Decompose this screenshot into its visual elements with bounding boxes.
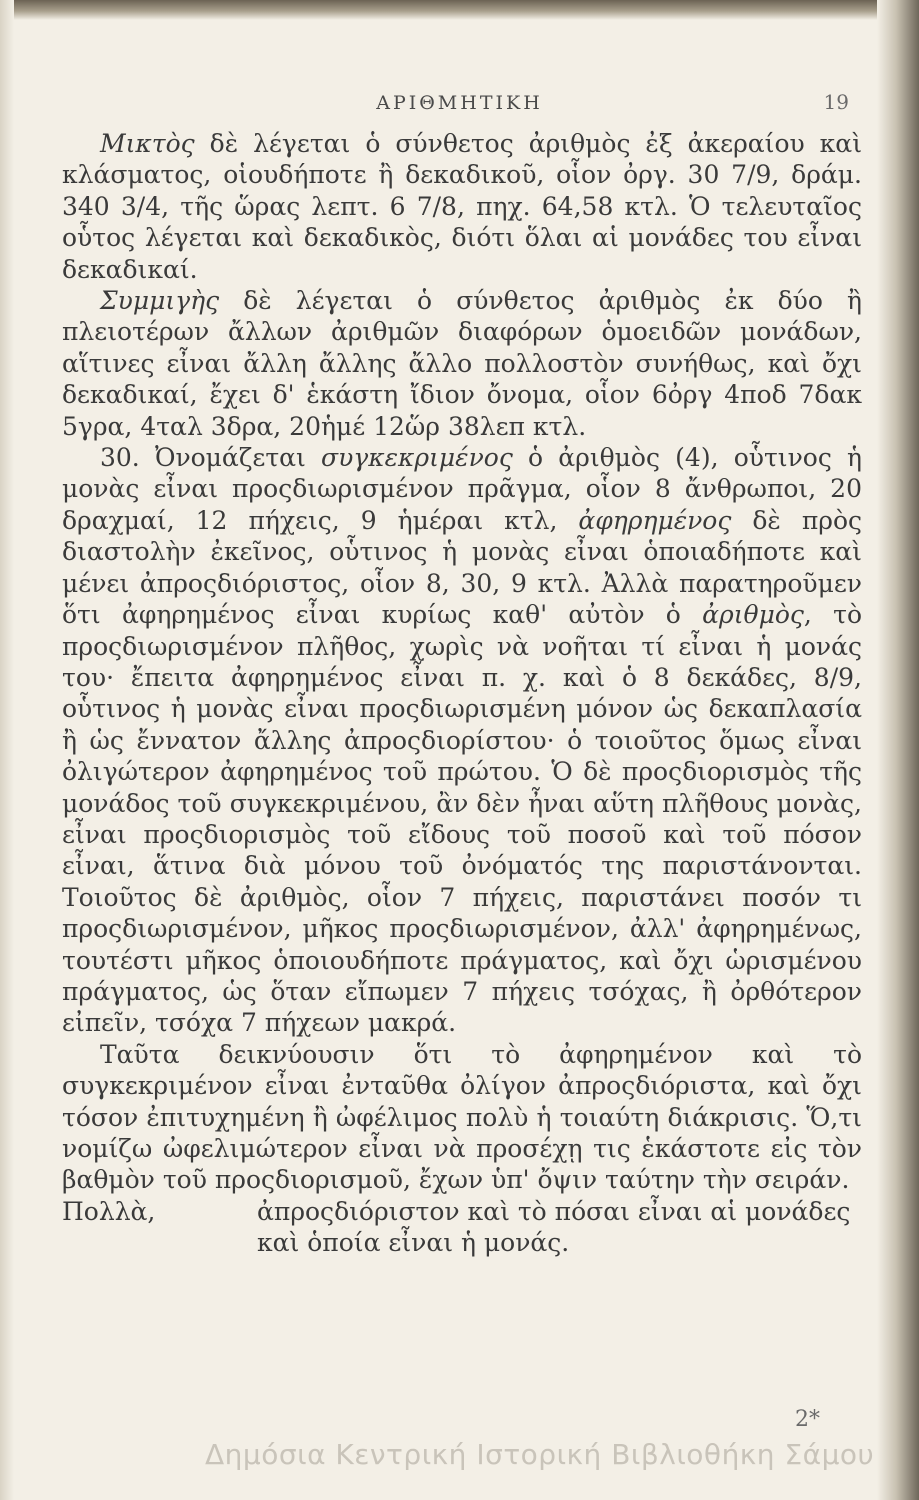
list-term: Πολλὰ, bbox=[62, 1196, 156, 1226]
page-binding-shadow bbox=[877, 0, 919, 1500]
term-symmiges: Συμμιγὴς bbox=[100, 286, 220, 316]
list-item-continuation bbox=[62, 1227, 862, 1258]
body-text bbox=[62, 128, 862, 1258]
paragraph-text: δὲ λέγεται ὁ σύνθετος ἀριθμὸς ἐξ ἀκεραίου καὶ κλάσματος, οἱουδήποτε ἢ δεκαδικοῦ, οἷον ὀργ. 30 7/9, δράμ. 340 3/4, τῆς ὥρας λεπτ. 6 7/8, πηχ. 64,58 κτλ. Ὁ τελευταῖος οὗτος λέγεται καὶ δεκαδικὸς, διότι ὅλαι αἱ μονάδες του εἶναι δεκαδικαί. bbox=[62, 129, 862, 284]
paragraph-compound-number bbox=[62, 285, 862, 442]
term-miktos: Μικτὸς bbox=[100, 129, 195, 158]
paragraph-text: , τὸ προςδιωρισμένον πλῆθος, χωρὶς νὰ νοῆται τί εἶναι ἡ μονάς του· ἔπειτα ἀφηρημένος εἶναι π. χ. καὶ ὁ 8 δεκάδες, 8/9, οὗτινος ἡ μονὰς εἶναι προςδιωρισμένη μόνον ὡς δεκαπλασία ἢ ὡς ἔννατον ἄλλης ἀπροςδιορίστου· ὁ τοιοῦτος ὅμως εἶναι ὀλιγώτερον ἀφηρημένος τοῦ πρώτου. Ὁ δὲ προςδιορισμὸς τῆς μονάδος τοῦ συγκεκριμένου, ἂν δὲν ἦναι αὕτη πλῆθους μονὰς, εἶναι προςδιορισμὸς τοῦ εἴδους τοῦ ποσοῦ καὶ τοῦ πόσον εἶναι, ἅτινα διὰ μόνου τοῦ ὀνόματός της παριστάνονται. Τοιοῦτος δὲ ἀριθμὸς, οἷον 7 πήχεις, παριστάνει ποσόν τι προςδιωρισμένον, μῆκος προςδιωρισμένον, ἀλλ' ἀφηρημένως, τουτέστι μῆκος ὁποιουδήποτε πράγματος, καὶ ὄχι ὡρισμένου πράγματος, ὡς ὅταν εἴπωμεν 7 πήχεις τσόχας, ἢ ὀρθότερον εἰπεῖν, τσόχα 7 πήχεων μακρά. bbox=[62, 600, 863, 1038]
paragraph-text: Ὀνομάζεται bbox=[139, 443, 322, 473]
list-item bbox=[62, 1196, 862, 1227]
term-concrete: συγκεκριμένος bbox=[321, 443, 513, 473]
list-description: καὶ ὁποία εἶναι ἡ μονάς. bbox=[257, 1227, 570, 1257]
page-top-edge bbox=[0, 0, 919, 20]
page-number: 19 bbox=[823, 90, 849, 114]
section-number: 30. bbox=[100, 443, 140, 473]
term-abstract: ἀφηρημένος bbox=[578, 505, 732, 535]
paragraph-section-30 bbox=[62, 442, 862, 1039]
signature-mark: 2* bbox=[795, 1407, 820, 1432]
term-number: ἀριθμὸς bbox=[702, 600, 804, 630]
paragraph-conclusion: Ταῦτα δεικνύουσιν ὅτι τὸ ἀφηρημένον καὶ τὸ συγκεκριμένον εἶναι ἐνταῦθα ὀλίγον ἀπροςδιόριστα, καὶ ὄχι τόσον ἐπιτυχημένη ἢ ὠφέλιμος πολὺ ἡ τοιαύτη διάκρισις. Ὅ,τι νομίζω ὠφελιμώτερον εἶναι νὰ προσέχῃ τις ἑκάστοτε εἰς τὸν βαθμὸν τοῦ προςδιορισμοῦ, ἔχων ὑπ' ὄψιν ταύτην τὴν σειράν. bbox=[62, 1039, 862, 1195]
library-watermark: Δημόσια Κεντρική Ιστορική Βιβλιοθήκη Σάμου bbox=[205, 1438, 875, 1471]
page-left-edge bbox=[0, 0, 14, 1500]
paragraph-text: δὲ λέγεται ὁ σύνθετος ἀριθμὸς ἐκ δύο ἢ πλειοτέρων ἄλλων ἀριθμῶν διαφόρων ὁμοειδῶν μονάδων, αἵτινες εἶναι ἄλλη ἄλλης ἄλλο πολλοστὸν συνήθως, καὶ ὄχι δεκαδικαί, ἔχει δ' ἑκάστη ἴδιον ὄνομα, οἷον 6ὀργ 4ποδ 7δακ 5γρα, 4ταλ 3δρα, 20ἡμέ 12ὥρ 38λεπ κτλ. bbox=[62, 286, 862, 441]
paragraph-text: δὲ πρὸς διαστολὴν ἐκεῖνος, οὗτινος ἡ μονὰς εἶναι ὁποιαδήποτε καὶ μένει ἀπροςδιόριστος, οἷον 8, 30, 9 κτλ. Ἀλλὰ παρατηροῦμεν ὅτι ἀφηρημένος εἶναι κυρίως καθ' αὐτὸν ὁ bbox=[62, 505, 863, 630]
list-description: ἀπροςδιόριστον καὶ τὸ πόσαι εἶναι αἱ μονάδες bbox=[257, 1196, 851, 1226]
paragraph-mixed-number bbox=[62, 128, 862, 285]
paragraph-text: ὁ ἀριθμὸς (4), οὗτινος ἡ μονὰς εἶναι προςδιωρισμένον πρᾶγμα, οἷον 8 ἄνθρωποι, 20 δραχμαί, 12 πήχεις, 9 ἡμέραι κτλ, bbox=[62, 443, 862, 535]
running-title: ΑΡΙΘΜΗΤΙΚΗ bbox=[376, 92, 543, 114]
